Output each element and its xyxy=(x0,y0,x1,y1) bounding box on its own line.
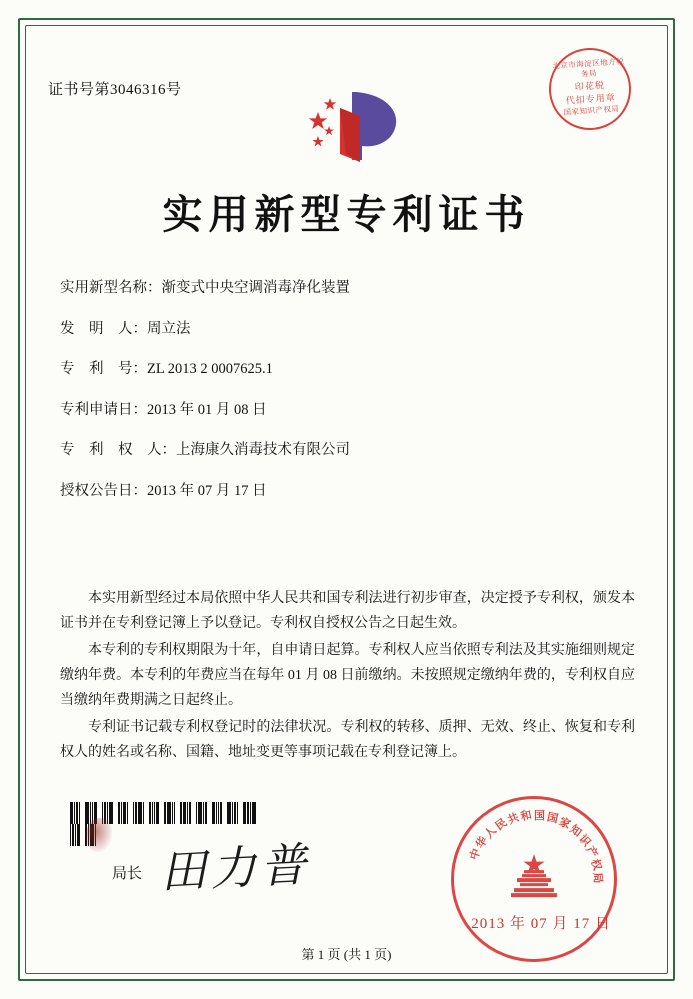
certificate-number: 证书号第3046316号 xyxy=(48,82,182,98)
seal-date: 2013 年 07 月 17 日 xyxy=(471,916,611,932)
field-label: 发 明 人： xyxy=(60,320,147,337)
field-value: ZL 2013 2 0007625.1 xyxy=(147,361,273,377)
field-label: 授权公告日： xyxy=(60,482,147,499)
field-label: 实用新型名称： xyxy=(60,280,162,296)
field-value: 2013 年 01 月 08 日 xyxy=(147,401,267,418)
field-label: 专 利 权 人： xyxy=(60,442,176,458)
tax-seal-line3: 代扣专用章 xyxy=(565,92,617,107)
field-row-application-date xyxy=(60,403,633,418)
director-label: 局长 xyxy=(112,866,143,882)
body-paragraph-2: 本专利的专利权期限为十年，自申请日起算。专利权人应当依照专利法及其实施细则规定缴纳年费。本专利的年费应当在每年 01 月 08 日前缴纳。未按照规定缴纳年费的，专利权自应当缴纳年费期满之日起终止。 xyxy=(60,643,635,708)
field-value: 上海康久消毒技术有限公司 xyxy=(176,442,350,458)
field-value: 渐变式中央空调消毒净化装置 xyxy=(161,280,350,296)
field-row-grant-announcement-date xyxy=(60,484,633,499)
field-row-inventor xyxy=(60,322,633,337)
director-signature: 田力普 xyxy=(158,837,312,899)
tax-seal-line2: 印花税 xyxy=(574,80,606,93)
field-value: 周立法 xyxy=(147,320,191,337)
sipo-logo xyxy=(296,88,404,168)
field-row-patentee xyxy=(60,443,633,458)
field-row-utility-model-name xyxy=(60,281,633,296)
field-list xyxy=(60,281,633,524)
field-row-patent-number xyxy=(60,362,633,377)
body-paragraph-1: 本实用新型经过本局依照中华人民共和国专利法进行初步审查，决定授予专利权，颁发本证书并在专利登记簿上予以登记。专利权自授权公告之日起生效。 xyxy=(60,591,635,631)
field-label: 专利申请日： xyxy=(60,401,147,418)
field-label: 专 利 号： xyxy=(60,361,147,377)
official-seal xyxy=(451,796,617,962)
field-value: 2013 年 07 月 17 日 xyxy=(147,482,267,499)
body-text xyxy=(60,586,635,767)
tax-seal-line1: 北京市海淀区地方税务局 xyxy=(551,56,625,79)
body-paragraph-3: 专利证书记载专利权登记时的法律状况。专利权的转移、质押、无效、终止、恢复和专利权人的姓名或名称、国籍、地址变更等事项记载在专利登记簿上。 xyxy=(60,720,635,760)
seal-ring-text: 中 华 人 民 共 和 国 国 家 知 识 产 权 局 xyxy=(468,809,604,884)
tax-seal-line4: 国家知识产权局 xyxy=(563,103,620,117)
page-title: 实用新型专利证书 xyxy=(162,191,531,238)
page-footer: 第 1 页 (共 1 页) xyxy=(301,947,392,962)
